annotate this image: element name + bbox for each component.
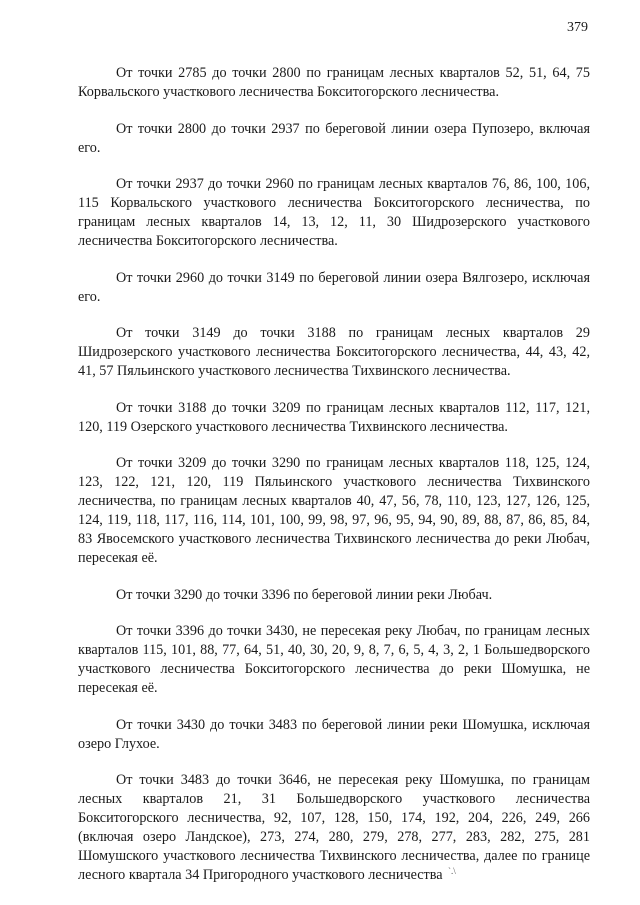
scan-artifact: `.\ [448, 866, 456, 876]
paragraph-2: От точки 2800 до точки 2937 по береговой линии озера Пупозеро, включая его. [78, 120, 590, 156]
paragraph-1: От точки 2785 до точки 2800 по границам лесных кварталов 52, 51, 64, 75 Корвальского участкового лесничества Бокситогорского лесничества. [78, 65, 590, 100]
paragraph-3: От точки 2937 до точки 2960 по границам лесных кварталов 76, 86, 100, 106, 115 Корвальского участкового лесничества Бокситогорского лесничества, по границам лесных кварталов 14, 13, 12, 11, 30 Шидрозерского участкового лесничества Бокситогорского лесничества. [78, 176, 590, 249]
document-body [78, 64, 590, 885]
paragraph-4: От точки 2960 до точки 3149 по береговой линии озера Вялгозеро, исключая его. [78, 269, 590, 305]
paragraph-11: От точки 3483 до точки 3646, не пересекая реку Шомушка, по границам лесных кварталов 21, 31 Большедворского участкового лесничества Бокситогорского лесничества, 92, 107, 128, 150, 174, 192, 204, 226, 249, 266 (включая озеро Ландское), 273, 274, 280, 279, 278, 277, 283, 282, 275, 281 Шомушского участкового лесничества Тихвинского лесничества, далее по границе лесного квартала 34 Пригородного участкового лесничества [78, 772, 590, 883]
paragraph-9: От точки 3396 до точки 3430, не пересекая реку Любач, по границам лесных кварталов 115, 101, 88, 77, 64, 51, 40, 30, 20, 9, 8, 7, 6, 5, 4, 3, 2, 1 Большедворского участкового лесничества Бокситогорского лесничества до реки Шомушка, не пересекая её. [78, 623, 590, 696]
paragraph-5: От точки 3149 до точки 3188 по границам лесных кварталов 29 Шидрозерского участкового лесничества Бокситогорского лесничества, 44, 43, 42, 41, 57 Пяльинского участкового лесничества Тихвинского лесничества. [78, 325, 590, 379]
paragraph-8: От точки 3290 до точки 3396 по береговой линии реки Любач. [116, 586, 493, 603]
paragraph-7: От точки 3209 до точки 3290 по границам лесных кварталов 118, 125, 124, 123, 122, 121, 120, 119 Пяльинского участкового лесничества Тихвинского лесничества, по границам лесных кварталов 40, 47, 56, 78, 110, 123, 127, 126, 125, 124, 119, 118, 117, 116, 114, 101, 100, 99, 98, 97, 96, 95, 94, 90, 89, 88, 87, 86, 85, 84, 83 Явосемского участкового лесничества Тихвинского лесничества до реки Любач, пересекая её. [78, 455, 590, 566]
page-number: 379 [567, 20, 588, 35]
paragraph-6: От точки 3188 до точки 3209 по границам лесных кварталов 112, 117, 121, 120, 119 Озерского участкового лесничества Тихвинского лесничества. [78, 399, 590, 435]
paragraph-10: От точки 3430 до точки 3483 по береговой линии реки Шомушка, исключая озеро Глухое. [78, 716, 590, 752]
